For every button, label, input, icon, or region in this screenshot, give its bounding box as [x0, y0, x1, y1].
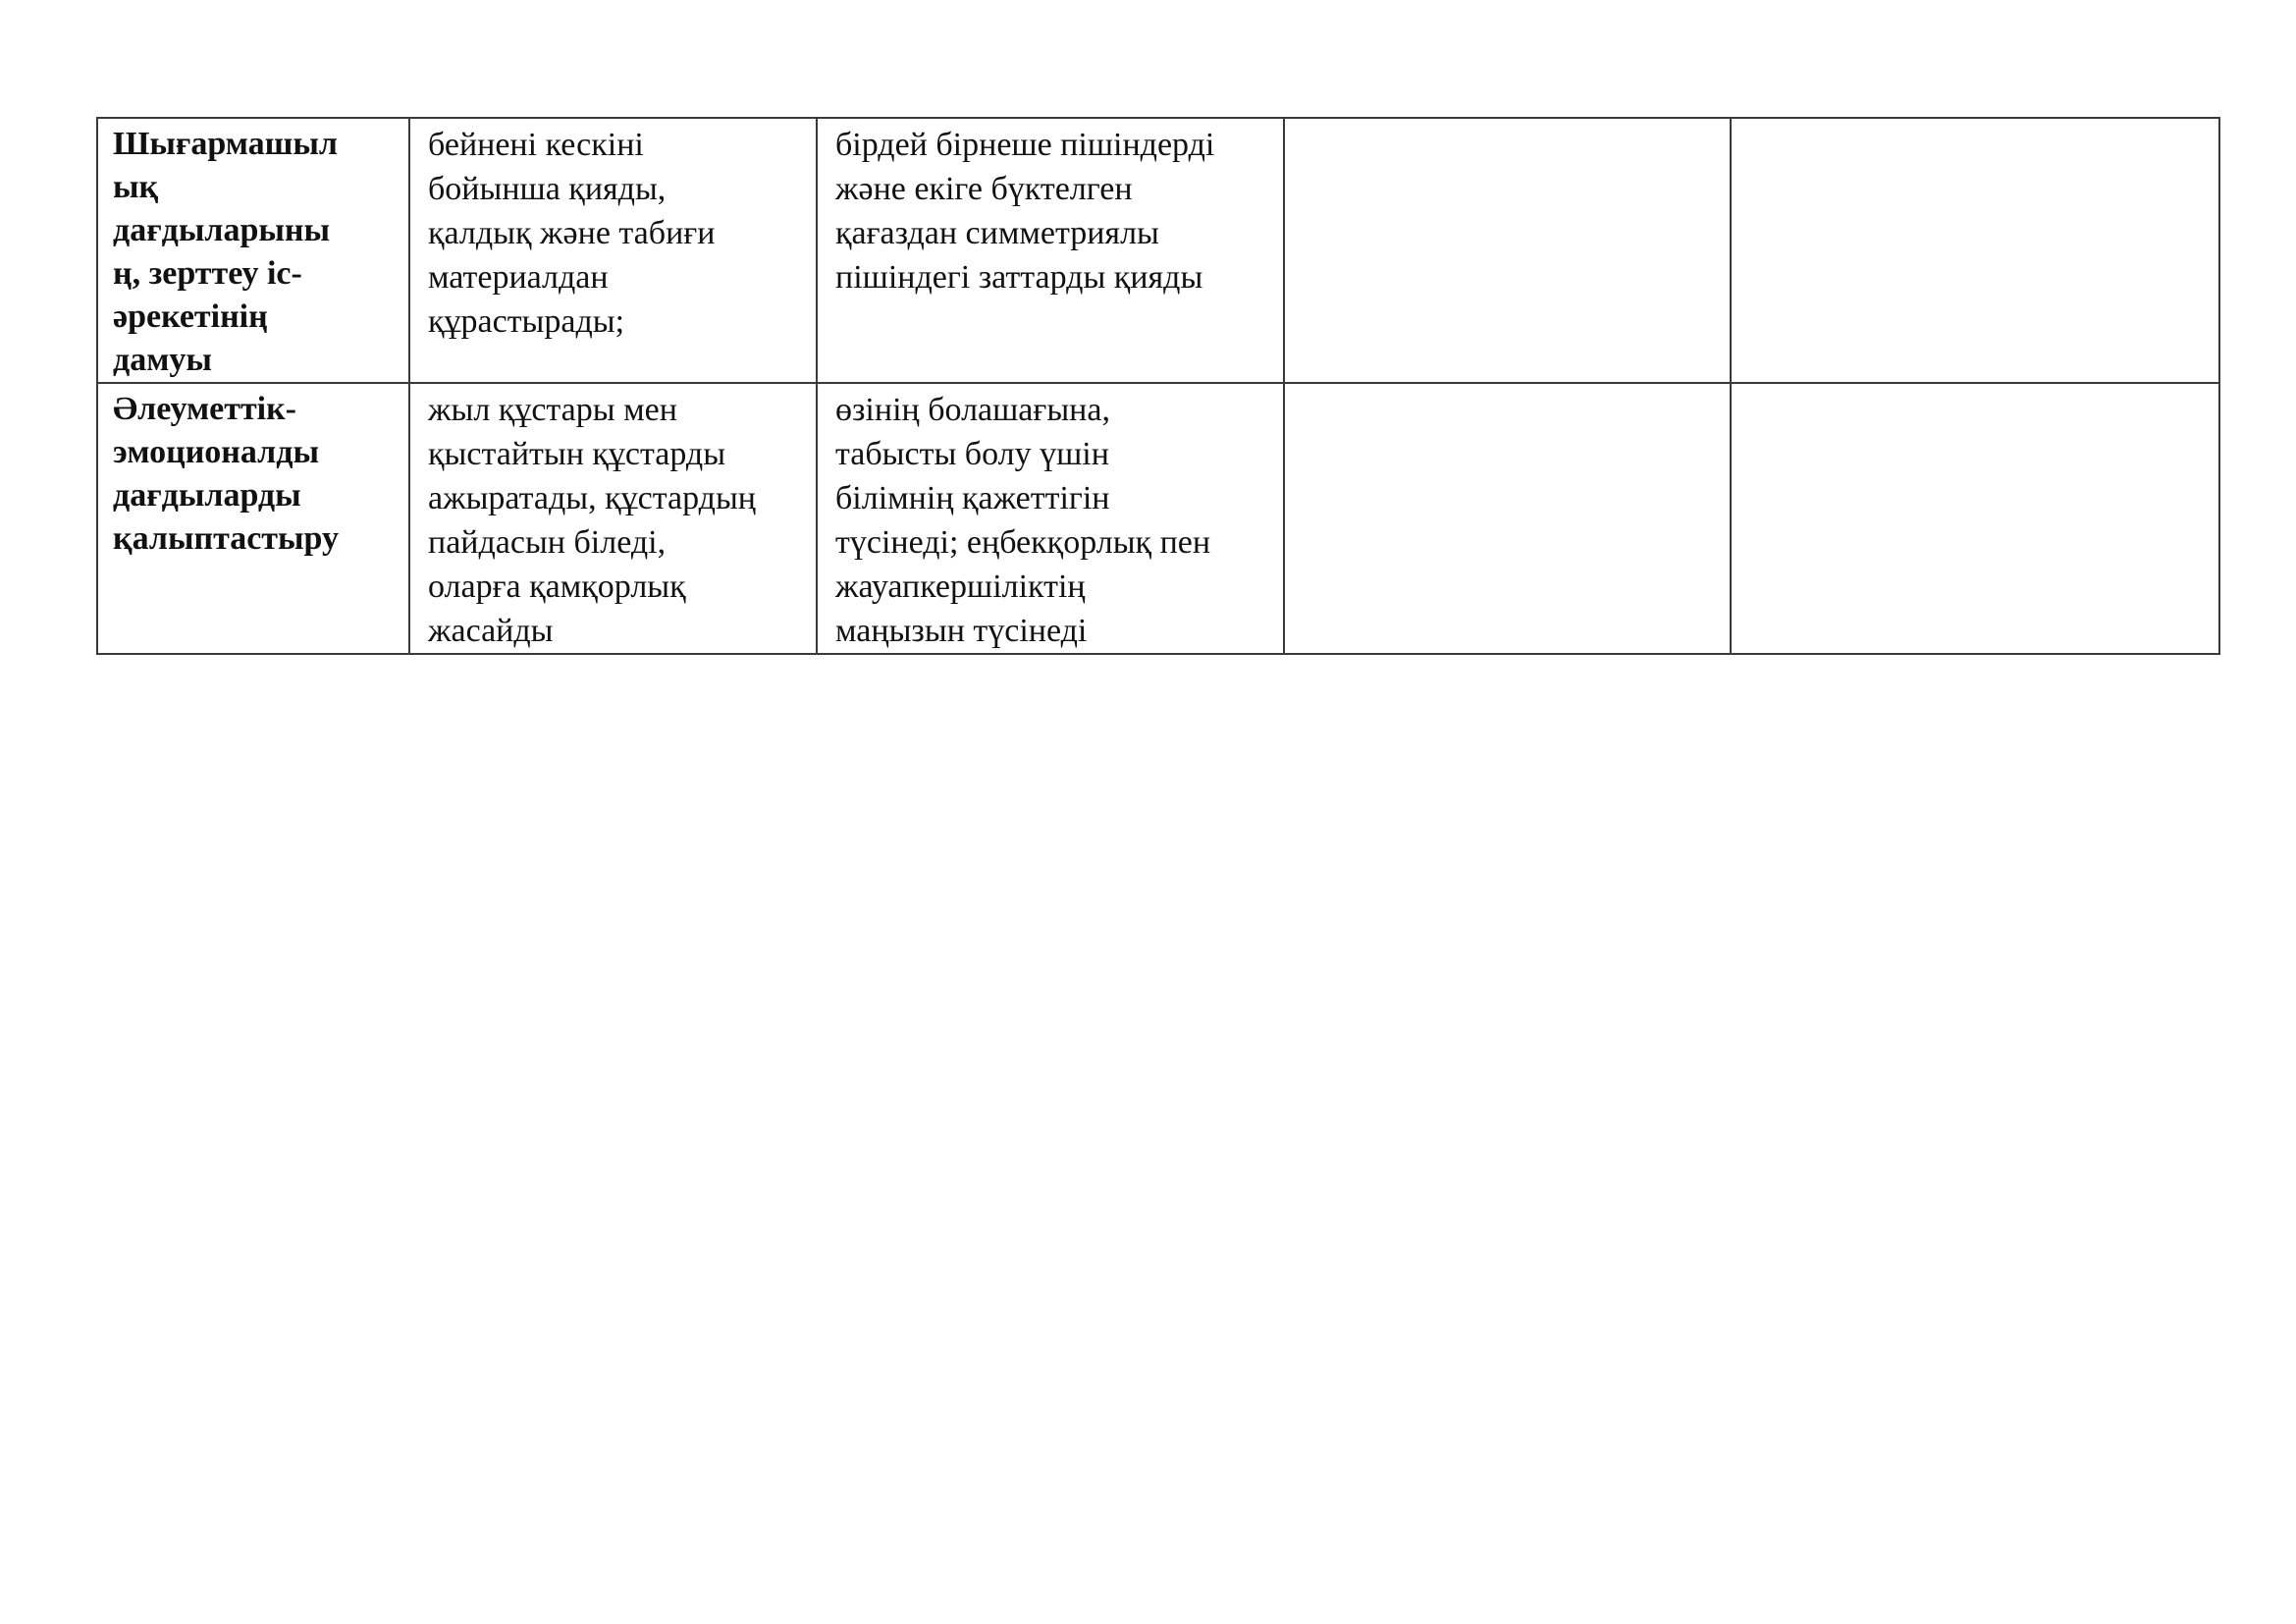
empty-cell — [1731, 383, 2219, 654]
table-cell: жыл құстары мен қыстайтын құстарды ажыратады, құстардың пайдасын біледі, оларға қамқорлық жасайды — [409, 383, 817, 654]
table-cell: бейнені кескіні бойынша қияды, қалдық және табиғи материалдан құрастырады; — [409, 118, 817, 383]
assessment-table — [96, 117, 2220, 655]
row-heading: Әлеуметтік- эмоционалды дағдыларды қалыптастыру — [97, 383, 409, 654]
empty-cell — [1731, 118, 2219, 383]
table-cell: бірдей бірнеше пішіндерді және екіге бүктелген қағаздан симметриялы пішіндегі заттарды қияды — [817, 118, 1284, 383]
table-row — [97, 118, 2219, 383]
table-cell: өзінің болашағына, табысты болу үшін білімнің қажеттігін түсінеді; еңбекқорлық пен жауапкершіліктің маңызын түсінеді — [817, 383, 1284, 654]
row-heading: Шығармашыл ық дағдыларыны ң, зерттеу іс- әрекетінің дамуы — [97, 118, 409, 383]
empty-cell — [1284, 383, 1731, 654]
empty-cell — [1284, 118, 1731, 383]
table-row — [97, 383, 2219, 654]
